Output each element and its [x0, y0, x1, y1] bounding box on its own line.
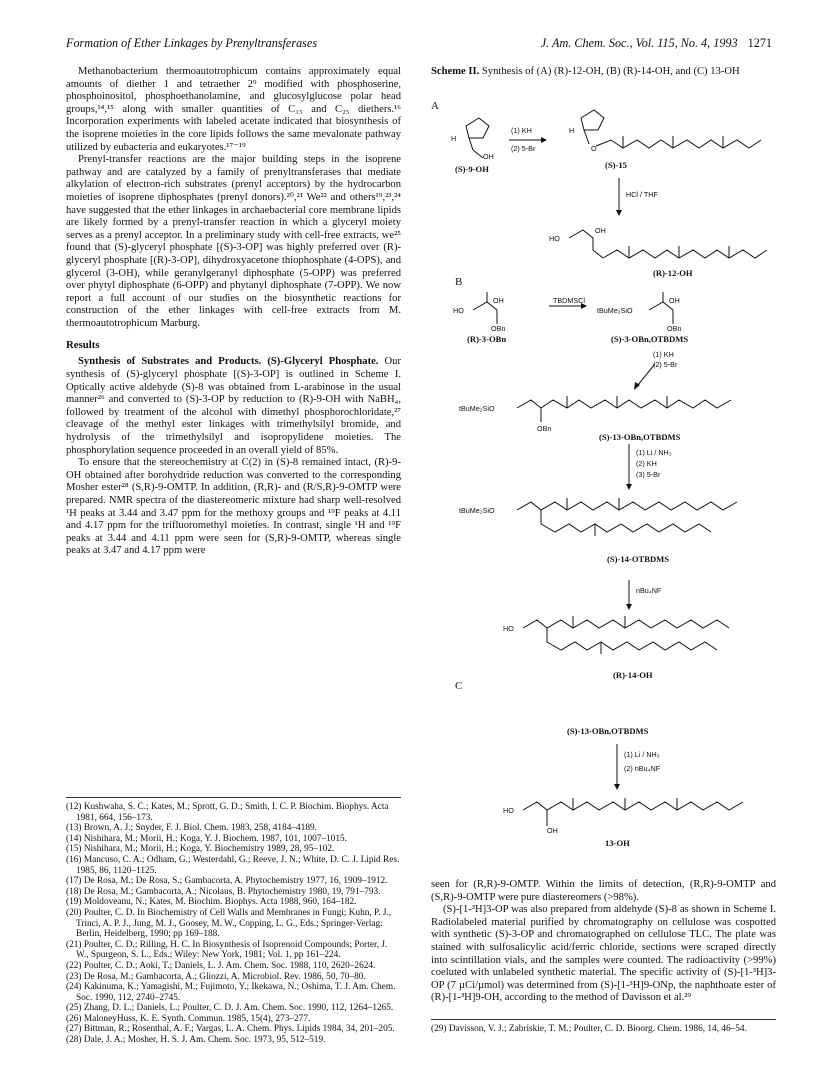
section-label-a: A	[431, 100, 439, 112]
paragraph-organism: Methanobacterium thermoautotrophicum contains approximately equal amounts of diether 1 and tetraether 2⁹ modified with phosphoserine, phosphoinositol, phosphoethanolamine, and glucosylglucose polar head groups,¹⁴,¹⁵ along with smaller quantities of C₁₅ and C₂₅ diethers.¹⁶ Incorporation experiments with labeled acetate indicated that biosynthesis of the isoprene moieties in the core lipids follows the same mevalonate pathway utilized by eubacteria and eukaryotes.¹⁷⁻¹⁹	[66, 66, 401, 153]
reagent-tbdmscl: TBDMSCl	[553, 296, 585, 305]
reference-item: (21) Poulter, C. D.; Rilling, H. C. In Biosynthesis of Isoprenoid Compounds; Porter, J. W., Spurgeon, S. L., Eds.; Wiley: New York, 1981; Vol. 1, pp 161–224.	[66, 939, 388, 961]
arrowhead-c1	[614, 784, 620, 790]
structure-13-obn-otbdms	[517, 396, 731, 422]
structure-14-oh	[523, 616, 729, 654]
reference-item: (24) Kakinuma, K.; Yamagishi, M.; Fujimoto, Y.; Ikekawa, N.; Oshima, T. J. Am. Chem. Soc. 1990, 112, 2740–2745.	[66, 982, 396, 1003]
scheme-number: Scheme II.	[431, 66, 480, 77]
paragraph-stereochemistry: To ensure that the stereochemistry at C(2) in (S)-8 remained intact, (R)-9-OH obtained after borohydride reduction was converted to the corresponding Mosher ester²⁸ (S,R)-9-OMTP. In addition, (R,R)- and (R/S,R)-9-OMTP were prepared. NMR spectra of the diastereomeric mixture had sharp well-resolved ¹H peaks at 3.44 and 3.47 ppm for the methoxy groups and ¹⁹F peaks at 4.11 and 4.17 ppm for the trifluoromethyl moieties. In contrast, single ¹H and ¹⁹F peaks at 3.44 and 4.11 ppm were seen for (S,R)-9-OMTP, whereas single peaks at 3.47 and 4.17 ppm were	[66, 457, 401, 557]
arrowhead-b3	[626, 484, 632, 490]
paragraph-diastereomers: seen for (R,R)-9-OMTP. Within the limits of detection, (R,R)-9-OMTP and (S,R)-9-OMTP were pure diastereomers (>98%).	[431, 879, 776, 903]
reagent-kh: (1) KH	[511, 126, 532, 135]
section-label-c: C	[455, 680, 463, 692]
reference-item: (22) Poulter, C. D.; Aoki, T.; Daniels, L. J. Am. Chem. Soc. 1988, 110, 2620–2624.	[66, 960, 376, 971]
atom-label-tbs: tBuMe₂SiO	[459, 506, 495, 515]
references-list	[66, 797, 401, 1046]
paragraph-synthesis	[66, 356, 401, 457]
reference-item: (13) Brown, A. J.; Snyder, F. J. Biol. Chem. 1983, 258, 4184–4189.	[66, 823, 317, 834]
atom-label-obn: OBn	[667, 324, 682, 333]
reference-item: (18) De Rosa, M.; Gambacorta, A.; Nicolaus, B. Phytochemistry 1980, 19, 791–793.	[66, 886, 381, 897]
paragraph-synthesis-text: Our synthesis of (S)-glyceryl phosphate [(S)-3-OP] is outlined in Scheme I. Optically active aldehyde (S)-8 was obtained from L-arabinose in the usual manner²⁶ and converted to (S)-3-OP by reduction to (R)-9-OH with NaBH₄, followed by treatment of the alcohol with dimethyl phosphorochloridate,²⁷ cleavage of the methyl ester linkages with trimethylsilyl bromide, and hydrolysis of the trimethylsilyl and isopropylidene moieties. The phosphorylation sequence proceeded in an overall yield of 85%.	[66, 356, 402, 456]
structure-13-oh	[523, 798, 743, 826]
section-label-b: B	[455, 276, 463, 288]
paragraph-radiolabel: (S)-[1-³H]3-OP was also prepared from aldehyde (S)-8 as shown in Scheme I. Radiolabeled material purified by chromatography on cellulose was cospotted with synthetic (S)-3-OP and chromatographed on cellulose TLC. The plate was stained with sulfosalicylic acid/ferric chloride, sections were scraped directly into scintillation vials, and the samples were counted. The radioactivity (>99%) coeluted with unlabeled synthetic material. The specific activity of (S)-[1-³H]3-OP (7 µCi/µmol) was determined from (S)-[1-³H]9-ONp, the naphthoate ester of (R)-[1-³H]9-OH, according to the method of Davisson et al.²⁹	[431, 904, 776, 1004]
reference-item: (28) Dale, J. A.; Mosher, H. S. J. Am. Chem. Soc. 1973, 95, 512–519.	[66, 1035, 326, 1046]
reagent-li-nh3: (1) Li / NH₃	[636, 448, 672, 457]
header-journal-info	[541, 36, 772, 51]
reagent-5br: (2) 5-Br	[511, 144, 536, 153]
reagent-nbu4nf: (2) nBu₄NF	[624, 764, 661, 773]
right-column-text	[431, 879, 776, 1005]
footnote-right	[431, 1019, 776, 1035]
atom-label-o: O	[591, 144, 597, 153]
reference-item: (25) Zhang, D. L.; Daniels, L.; Poulter, C. D. J. Am. Chem. Soc. 1990, 112, 1264–1265.	[66, 1003, 394, 1014]
atom-label-oh: OH	[547, 826, 558, 835]
compound-label-12-oh: (R)-12-OH	[653, 268, 693, 278]
atom-label-oh: OH	[595, 226, 606, 235]
atom-label-tbs: tBuMe₂SiO	[597, 306, 633, 315]
compound-label-14-oh: (R)-14-OH	[613, 670, 653, 680]
atom-label-obn: OBn	[537, 424, 552, 433]
page-number: 1271	[747, 36, 772, 50]
arrowhead-a1	[541, 137, 547, 143]
scheme-structures	[431, 96, 776, 876]
arrowhead-b4	[626, 604, 632, 610]
reagent-hcl-thf: HCl / THF	[626, 190, 658, 199]
reference-item: (20) Poulter, C. D. In Biochemistry of Cell Walls and Membranes in Fungi; Kuhn, P. J., Trinci, A. P. J., Jung, M. J., Goosey, M. W., Copping, L. G., Eds.; Springer-Verlag: Berlin, Heidelberg, 1990; pp 169–188.	[66, 907, 392, 940]
arrowhead-a2	[616, 210, 622, 216]
reference-item: (29) Davisson, V. J.; Zabriskie, T. M.; Poulter, C. D. Bioorg. Chem. 1986, 14, 46–54.	[431, 1024, 747, 1034]
reference-item: (23) De Rosa, M.; Gambacorta, A.; Gliozzi, A. Microbiol. Rev. 1986, 50, 70–80.	[66, 971, 366, 982]
reference-item: (12) Kushwaha, S. C.; Kates, M.; Sprott, G. D.; Smith, I. C. P. Biochim. Biophys. Acta 1981, 664, 156–173.	[66, 802, 389, 823]
reagent-kh: (2) KH	[636, 459, 657, 468]
header-journal: J. Am. Chem. Soc., Vol. 115, No. 4, 1993	[540, 36, 738, 50]
reference-item: (19) Moldoveanu, N.; Kates, M. Biochim. Biophys. Acta 1988, 960, 164–182.	[66, 897, 357, 908]
left-column	[66, 66, 401, 558]
atom-label-obn: OBn	[491, 324, 506, 333]
atom-label-oh: OH	[483, 152, 494, 161]
atom-label-oh: OH	[669, 296, 680, 305]
compound-label-3-obn-otbdms: (S)-3-OBn,OTBDMS	[611, 334, 689, 344]
paragraph-prenyl-transfer: Prenyl-transfer reactions are the major building steps in the isoprene pathway and are catalyzed by a family of prenyltransferases that mediate alkylation of electron-rich substrates (prenyl acceptors) by the hydrocarbon moieties of isoprene diphosphates (prenyl donors).²⁰,²¹ We²² and others¹⁹,²³,²⁴ have suggested that the ether linkages in archaebacterial core membrane lipids are likely formed by a prenyl-transfer reaction in which a glyceryl moiety serves as a prenyl acceptor. In a preliminary study with cell-free extracts, we²⁵ found that (S)-glyceryl phosphate [(S)-3-OP] was highly preferred over (R)-glyceryl phosphate [(R)-3-OP], dihydroxyacetone thiophosphate (4-OPS), and glycerol (3-OH), while geranylgeranyl diphosphate (5-OPP) was preferred over phytyl diphosphate (6-OPP) and phytanyl diphosphate (7-OPP). We now report a full account of our studies on the biosynthetic reactions for construction of the ether linkages with cell-free extracts from M. thermoautotrophicum Marburg.	[66, 154, 401, 329]
running-header	[66, 36, 772, 52]
reagent-5br: (3) 5-Br	[636, 470, 661, 479]
atom-label-ho: HO	[503, 624, 514, 633]
atom-label-ho: HO	[453, 306, 464, 315]
compound-label-9-oh: (S)-9-OH	[455, 164, 489, 174]
reference-item: (26) MaloneyHuss, K. E. Synth. Commun. 1985, 15(4), 273–277.	[66, 1013, 311, 1024]
reference-item: (17) De Rosa, M.; De Rosa, S.; Gambacorta, A. Phytochemistry 1977, 16, 1909–1912.	[66, 876, 388, 887]
header-article-title: Formation of Ether Linkages by Prenyltransferases	[66, 36, 318, 50]
compound-label-15: (S)-15	[605, 160, 627, 170]
scheme-figure	[431, 96, 776, 876]
compound-label-3-obn: (R)-3-OBn	[467, 334, 507, 344]
reagent-nbu4nf: nBu₄NF	[636, 586, 662, 595]
structure-14-otbdms	[517, 498, 737, 536]
scheme-caption-text: Synthesis of (A) (R)-12-OH, (B) (R)-14-OH, and (C) 13-OH	[479, 66, 740, 77]
atom-label-h: H	[451, 134, 457, 143]
reference-item: (14) Nishihara, M.; Morii, H.; Koga, Y. J. Biochem. 1987, 101, 1007–1015.	[66, 833, 347, 844]
scheme-caption	[431, 66, 776, 78]
reagent-li-nh3: (1) Li / NH₃	[624, 750, 660, 759]
compound-label-14-otbdms: (S)-14-OTBDMS	[607, 554, 670, 564]
atom-label-oh: OH	[493, 296, 504, 305]
reagent-5br: (2) 5-Br	[653, 360, 678, 369]
atom-label-ho: HO	[549, 234, 560, 243]
reference-item: (27) Bittman, R.; Rosenthal, A. F.; Vargas, L. A. Chem. Phys. Lipids 1984, 34, 201–205.	[66, 1024, 395, 1035]
atom-label-tbs: tBuMe₂SiO	[459, 404, 495, 413]
atom-label-h: H	[569, 126, 575, 135]
compound-label-13-oh: 13-OH	[605, 838, 630, 848]
compound-label-13-obn-otbdms: (S)-13-OBn,OTBDMS	[599, 432, 681, 442]
atom-label-ho: HO	[503, 806, 514, 815]
compound-label-c-start: (S)-13-OBn,OTBDMS	[567, 726, 649, 736]
reagent-kh: (1) KH	[653, 350, 674, 359]
scheme-title	[431, 66, 776, 78]
reference-item: (16) Mancuso, C. A.; Odham, G.; Westerdahl, G.; Reeve, J. N.; White, D. C. J. Lipid Res. 1985, 86, 1120–1125.	[66, 854, 400, 876]
results-heading: Results	[66, 339, 100, 352]
structure-15	[581, 110, 761, 148]
reference-item: (15) Nishihara, M.; Morii, H.; Koga, Y. Biochemistry 1989, 28, 95–102.	[66, 844, 335, 855]
runin-heading: Synthesis of Substrates and Products. (S)-Glyceryl Phosphate.	[78, 356, 379, 368]
